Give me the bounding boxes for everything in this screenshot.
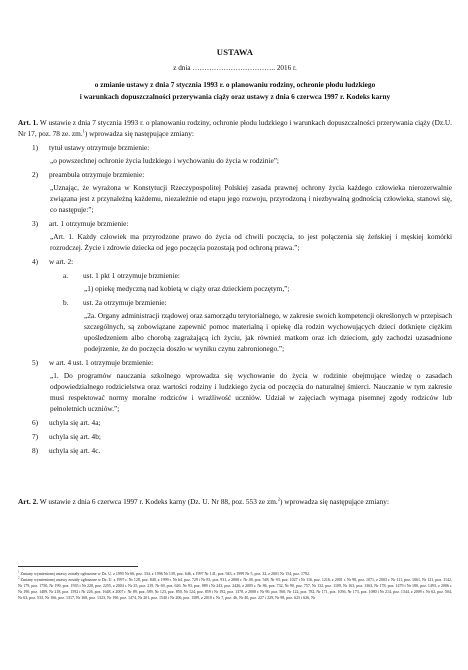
date-line: z dnia …………………………….. 2016 r.	[173, 64, 297, 72]
item-text: preambuła otrzymuje brzmienie:	[49, 170, 145, 179]
list-item	[32, 445, 452, 456]
footnote-2-number: 2	[18, 575, 20, 580]
article-2-intro-end: ) wprowadza się następujące zmiany:	[279, 497, 389, 506]
article-1-intro-text: W ustawie z dnia 7 stycznia 1993 r. o planowaniu rodziny, ochronie płodu ludzkiego i warunkach dopuszczalności przerywania ciąży (Dz.U. Nr 17, poz. 78 ze. zm.	[18, 118, 452, 138]
article-2-label: Art. 2.	[18, 497, 39, 506]
item-number: 6)	[32, 418, 39, 427]
item-text: tytuł ustawy otrzymuje brzmienie:	[49, 143, 150, 152]
item-letter: b.	[63, 298, 69, 307]
list-item	[32, 417, 452, 428]
list-item	[32, 431, 452, 442]
document-title: USTAWA	[216, 47, 254, 57]
quoted-text: „o powszechnej ochronie życia ludzkiego i wychowaniu do życia w rodzinie”;	[50, 156, 279, 165]
footnote-separator	[18, 566, 138, 567]
item-text: uchyla się art. 4c.	[49, 446, 101, 455]
footnote-1-number: 1	[18, 569, 20, 574]
footnote-ref-1: 1	[82, 128, 85, 134]
document-subject	[18, 79, 452, 103]
list-item	[32, 357, 452, 368]
item-text: uchyla się art. 4a;	[49, 418, 101, 427]
article-1-intro-end: ) wprowadza się następujące zmiany:	[84, 129, 194, 138]
item-text: uchyla się art. 4b;	[49, 432, 101, 441]
item-number: 5)	[32, 358, 39, 367]
footnotes	[18, 571, 452, 601]
item-number: 4)	[32, 257, 39, 266]
list-item	[32, 142, 452, 153]
quoted-text: „Art. 1. Każdy człowiek ma przyrodzone prawo do życia od chwili poczęcia, to jest połączenia się żeńskiej i męskiej komórki rozrodczej. Życie i zdrowie dziecka od jego poczęcia pozostają pod ochroną prawa.”;	[50, 232, 452, 252]
item-number: 8)	[32, 446, 39, 455]
item-text: ust. 1 pkt 1 otrzymuje brzmienie:	[83, 271, 180, 280]
item-text: w art. 4 ust. 1 otrzymuje brzmienie:	[49, 358, 154, 367]
footnote-2-text: Zmiany wymienionej ustawy zostały ogłoszone w Dz. U. z 1997 r. Nr 128, poz. 840, z 1999 r. Nr 64, poz. 729 i Nr 83, poz. 931, z 2000 r. Nr 48, poz. 548, Nr 93, poz. 1027 i Nr 116, poz. 1216, z 2001 r. Nr 98, poz. 1071, z 2003 r. Nr 111, poz. 1061, Nr 121, poz. 1142, Nr 179, poz. 1750, Nr 199, poz. 1935 i Nr 228, poz. 2255, z 2004 r. Nr 25, poz. 219, Nr 69, poz. 626, Nr 93, poz. 889 i Nr 243, poz. 2426, z 2005 r. Nr 86, poz. 732, Nr 90, poz. 757, Nr 132, poz. 1109, Nr 163, poz. 1363, Nr 178, poz. 1479 i Nr 180, poz. 1493, z 2006 r. Nr 190, poz. 1409, Nr 218, poz. 1592 i Nr 226, poz. 1648, z 2007 r. Nr 89, poz. 589, Nr 123, poz. 850, Nr 124, poz. 859 i Nr 192, poz. 1378, z 2008 r. Nr 90, poz. 560, Nr 122, poz. 782, Nr 171, poz. 1056, Nr 173, poz. 1080 i Nr 214, poz. 1344, z 2009 r. Nr 62, poz. 504, Nr 63, poz. 533, Nr 166, poz. 1317, Nr 168, poz. 1323, Nr 190, poz. 1474, Nr 201, poz. 1540 i Nr 206, poz. 1589, z 2010 r. Nr 7, poz. 46, Nr 40, poz. 227 i 229, Nr 98, poz. 625 i 626, Nr	[18, 577, 452, 601]
quoted-text: „2a. Organy administracji rządowej oraz samorządu terytorialnego, w zakresie swoich kompetencji określonych w przepisach szczególnych, są zobowiązane zapewnić pomoc materialną i opiekę dla rodzin wychowujących dzieci dotknięte ciężkim upośledzeniem albo chorobą zagrażającą ich życiu, jak również matkom oraz ich dzieciom, gdy zachodzi uzasadnione podejrzenie, że do poczęcia doszło w wyniku czynu zabronionego.”;	[84, 311, 452, 353]
item-number: 2)	[32, 170, 39, 179]
subject-line-2: i warunkach dopuszczalności przerywania ciąży oraz ustawy z dnia 6 czerwca 1997 r. Kodeks karny	[79, 92, 391, 101]
subject-line-1: o zmianie ustawy z dnia 7 stycznia 1993 r. o planowaniu rodziny, ochronie płodu ludzkiego	[94, 80, 376, 89]
list-item	[32, 169, 452, 180]
article-2-intro-text: W ustawie z dnia 6 czerwca 1997 r. Kodeks karny (Dz. U. Nr 88, poz. 553 ze zm.	[38, 497, 278, 506]
footnote-ref-2: 2	[277, 496, 280, 502]
quoted-text: „1. Do programów nauczania szkolnego wprowadza się wychowanie do życia w rodzinie obejmujące wiedzę o zasadach odpowiedzialnego rodzicielstwa oraz wartości rodziny i ludzkiego życia od poczęcia do naturalnej śmierci. Nauczanie w tym zakresie musi respektować normy moralne rodziców i wrażliwość uczniów. Udział w zajęciach wymaga pisemnej zgody rodziców lub pełnoletnich uczniów.”;	[50, 371, 452, 413]
article-1-label: Art. 1.	[18, 118, 39, 127]
item-text: art. 1 otrzymuje brzmienie:	[49, 219, 129, 228]
item-number: 7)	[32, 432, 39, 441]
list-item	[32, 218, 452, 229]
item-letter: a.	[63, 271, 69, 280]
sub-item-b	[63, 297, 452, 308]
sub-item-a	[63, 270, 452, 281]
item-text: w art. 2:	[49, 257, 74, 266]
article-1-intro	[18, 117, 452, 139]
article-2-intro	[18, 496, 452, 507]
item-text: ust. 2a otrzymuje brzmienie:	[83, 298, 167, 307]
item-number: 1)	[32, 143, 39, 152]
item-number: 3)	[32, 219, 39, 228]
quoted-text: „1) opiekę medyczną nad kobietą w ciąży oraz dzieckiem poczętym,”;	[84, 284, 290, 293]
list-item	[32, 256, 452, 267]
quoted-text: „Uznając, że wyrażona w Konstytucji Rzeczypospolitej Polskiej zasada prawnej ochrony życia każdego człowieka nierozerwalnie związana jest z przynależną każdemu, niezależnie od etapu jego rozwoju, przyrodzoną i niezbywalną godnością człowieka, stanowi się, co następuje:”;	[50, 183, 452, 214]
footnote-2	[18, 577, 452, 601]
footnote-1-text: Zmiany wymienionej ustawy zostały ogłoszone w Dz. U. z 1995 Nr 66, poz. 334, z 1996 Nr 139, poz. 646, z 1997 Nr 141, poz. 943, z 1999 Nr 5, poz. 32, z 2001 Nr 154, poz. 1792.	[19, 571, 311, 576]
